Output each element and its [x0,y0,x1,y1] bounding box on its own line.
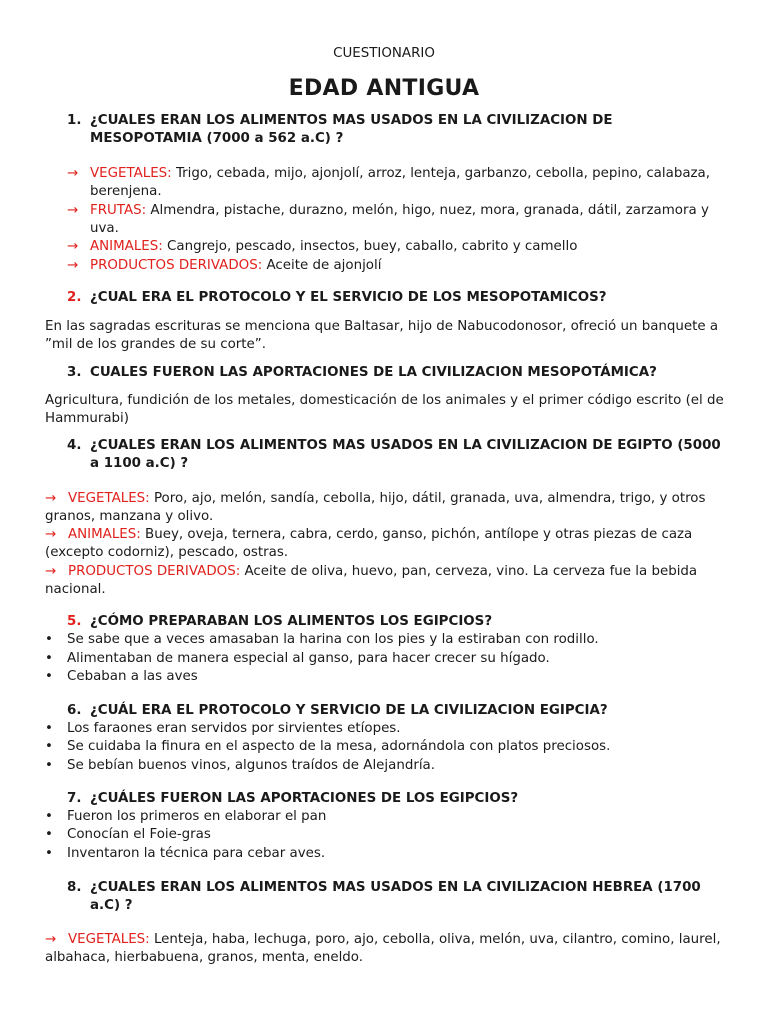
question-number: 4. [67,438,82,453]
item-text: Inventaron la técnica para cebar aves. [67,846,326,861]
question-7 [67,790,727,808]
list-item [45,668,725,686]
item-text: Cebaban a las aves [67,669,198,684]
bullet-icon: • [45,721,53,736]
bullet-icon: • [45,827,53,842]
arrow-icon: → [67,166,79,181]
question-number: 1. [67,113,82,128]
bullet-icon: • [45,846,53,861]
question-text: ¿CUÁLES FUERON LAS APORTACIONES DE LOS EGIPCIOS? [90,791,519,806]
item-text: Almendra, pistache, durazno, melón, higo, nuez, mora, granada, dátil, zarzamora y uva. [90,203,709,236]
bullet-icon: • [45,739,53,754]
list-item [67,165,727,201]
question-text: ¿CUALES ERAN LOS ALIMENTOS MAS USADOS EN LA CIVILIZACION DE MESOPOTAMIA (7000 a 562 a.C) ? [90,113,613,146]
item-label: PRODUCTOS DERIVADOS: [90,258,263,273]
item-text: Trigo, cebada, mijo, ajonjolí, arroz, lenteja, garbanzo, cebolla, pepino, calabaza, berenjena. [90,166,711,199]
question-5 [67,613,727,631]
question-text: ¿CUÁL ERA EL PROTOCOLO Y SERVICIO DE LA CIVILIZACION EGIPCIA? [90,703,608,718]
item-text: Poro, ajo, melón, sandía, cebolla, hijo, dátil, granada, uva, almendra, trigo, y otros granos, manzana y olivo. [45,491,706,524]
question-text: ¿CUAL ERA EL PROTOCOLO Y EL SERVICIO DE LOS MESOPOTAMICOS? [90,290,607,305]
item-text: Se bebían buenos vinos, algunos traídos de Alejandría. [67,758,436,773]
list-item [45,826,725,844]
list-item [45,490,727,526]
question-text: ¿CUALES ERAN LOS ALIMENTOS MAS USADOS EN LA CIVILIZACION HEBREA (1700 a.C) ? [90,880,701,913]
question-3 [67,364,727,382]
question-8 [67,879,727,915]
item-text: Buey, oveja, ternera, cabra, cerdo, ganso, pichón, antílope y otras piezas de caza (excepto codorniz), pescado, ostras. [45,527,693,560]
list-item [45,650,725,668]
document-subtitle: CUESTIONARIO [333,46,435,61]
question-text: ¿CÓMO PREPARABAN LOS ALIMENTOS LOS EGIPCIOS? [90,614,493,629]
bullet-icon: • [45,669,53,684]
bullet-icon: • [45,809,53,824]
list-item [67,238,727,256]
item-label: ANIMALES: [68,527,141,542]
item-label: PRODUCTOS DERIVADOS: [68,564,241,579]
list-item [45,845,725,863]
item-label: VEGETALES: [90,166,172,181]
item-text: Lenteja, haba, lechuga, poro, ajo, cebolla, oliva, melón, uva, cilantro, comino, laurel, albahaca, hierbabuena, granos, menta, eneldo. [45,932,721,965]
item-label: FRUTAS: [90,203,147,218]
arrow-icon: → [67,203,79,218]
question-1 [67,112,727,148]
list-item [45,738,725,756]
question-number: 6. [67,703,82,718]
question-text: CUALES FUERON LAS APORTACIONES DE LA CIVILIZACION MESOPOTÁMICA? [90,365,657,380]
arrow-icon: → [45,932,57,947]
bullet-icon: • [45,651,53,666]
item-text: Aceite de oliva, huevo, pan, cerveza, vino. La cerveza fue la bebida nacional. [45,564,698,597]
arrow-icon: → [67,258,79,273]
bullet-icon: • [45,632,53,647]
item-text: Cangrejo, pescado, insectos, buey, caballo, cabrito y camello [162,239,578,254]
question-6 [67,702,727,720]
item-label: VEGETALES: [68,491,150,506]
bullet-icon: • [45,758,53,773]
list-item [45,631,725,649]
arrow-icon: → [67,239,79,254]
document-title: EDAD ANTIGUA [288,76,480,101]
list-item [45,720,725,738]
list-item [45,757,725,775]
item-text: Alimentaban de manera especial al ganso, para hacer crecer su hígado. [67,651,550,666]
answer-paragraph: En las sagradas escrituras se menciona que Baltasar, hijo de Nabucodonosor, ofreció un banquete a ”mil de los grandes de su corte”. [45,319,719,352]
list-item [67,202,727,238]
question-2 [67,289,727,307]
question-number: 7. [67,791,82,806]
item-text: Se sabe que a veces amasaban la harina con los pies y la estiraban con rodillo. [67,632,599,647]
question-number: 5. [67,614,82,629]
arrow-icon: → [45,564,57,579]
item-text: Fueron los primeros en elaborar el pan [67,809,327,824]
arrow-icon: → [45,491,57,506]
item-text: Conocían el Foie-gras [67,827,211,842]
question-number: 3. [67,365,82,380]
item-text: Aceite de ajonjolí [262,258,382,273]
question-number: 8. [67,880,82,895]
question-4 [67,437,727,473]
question-text: ¿CUALES ERAN LOS ALIMENTOS MAS USADOS EN LA CIVILIZACION DE EGIPTO (5000 a 1100 a.C) ? [90,438,721,471]
item-label: ANIMALES: [90,239,163,254]
list-item [45,563,727,599]
list-item [45,931,727,967]
arrow-icon: → [45,527,57,542]
question-number: 2. [67,290,82,305]
item-text: Los faraones eran servidos por sirvientes etíopes. [67,721,401,736]
item-text: Se cuidaba la finura en el aspecto de la mesa, adornándola con platos preciosos. [67,739,611,754]
list-item [45,526,727,562]
answer-paragraph: Agricultura, fundición de los metales, domesticación de los animales y el primer código escrito (el de Hammurabi) [45,393,724,426]
list-item [67,257,727,275]
item-label: VEGETALES: [68,932,150,947]
list-item [45,808,725,826]
